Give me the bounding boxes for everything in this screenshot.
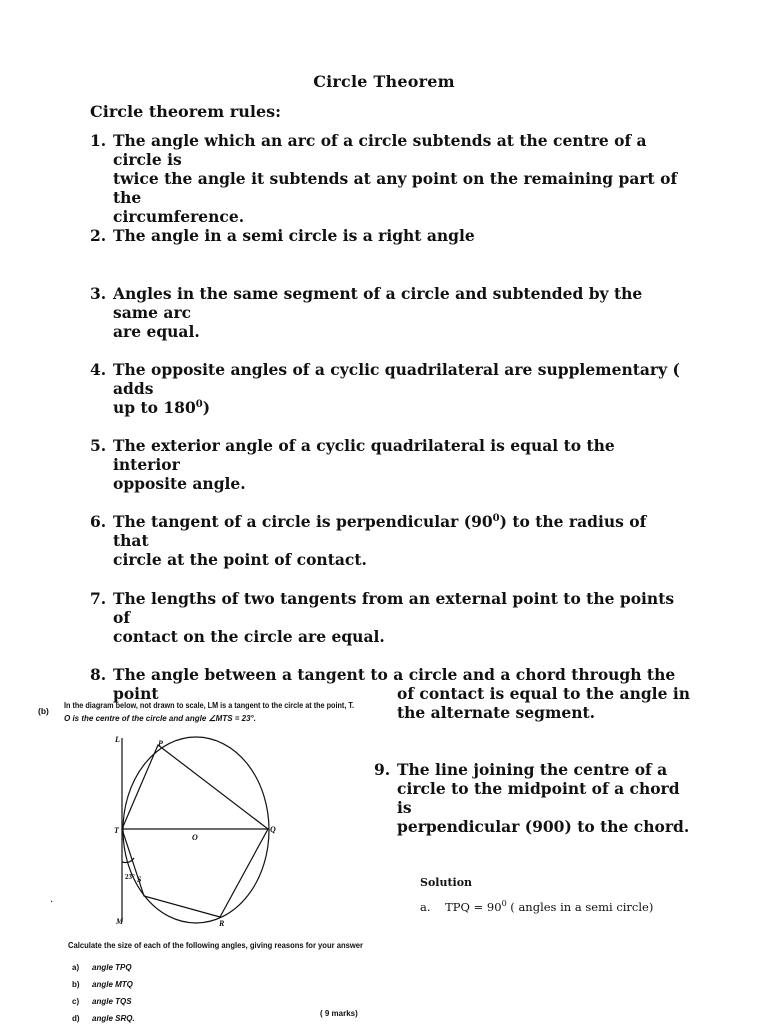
rule-line: up to $180^0$) xyxy=(113,398,211,417)
rule-line: circle to the midpoint of a chord is xyxy=(397,779,680,817)
item-letter: a) xyxy=(72,963,80,972)
rule-number: 5. xyxy=(90,436,107,455)
point-label-t: T xyxy=(114,826,119,835)
rule-number: 9. xyxy=(374,760,391,779)
rule-line: of contact is equal to the angle in xyxy=(397,684,690,703)
point-label-p: P xyxy=(158,739,163,748)
solution-answer-a: a. TPQ = $90^0$ ( angles in a semi circle) xyxy=(420,899,654,914)
rule-number: 4. xyxy=(90,360,107,379)
point-label-m: M xyxy=(116,917,124,926)
rule-number: 7. xyxy=(90,589,107,608)
rule-line: The lengths of two tangents from an external point to the points of xyxy=(113,589,675,627)
rule-line: The angle which an arc of a circle subtends at the centre of a circle is xyxy=(113,131,647,169)
chord-pentagon xyxy=(122,745,268,917)
item-letter: d) xyxy=(72,1014,80,1023)
rule-line: the alternate segment. xyxy=(397,703,596,722)
rule-number: 2. xyxy=(90,226,107,245)
diagram-intro-line1: In the diagram below, not drawn to scale, LM is a tangent to the circle at the point, T. xyxy=(64,701,354,710)
point-label-s: S xyxy=(137,875,142,884)
marks-label: ( 9 marks) xyxy=(320,1009,358,1018)
solution-label: Solution xyxy=(420,876,473,889)
rule-number: 1. xyxy=(90,131,107,150)
circle-shape xyxy=(123,737,269,923)
item-text: angle TPQ xyxy=(92,963,132,972)
rule-line: The exterior angle of a cyclic quadrilateral is equal to the interior xyxy=(113,436,615,474)
rule-line: The angle between a tangent to a circle and a chord through the point xyxy=(113,665,676,703)
rule-number: 3. xyxy=(90,284,107,303)
diagram-question: Calculate the size of each of the following angles, giving reasons for your answer xyxy=(68,941,363,950)
rule-line: The angle in a semi circle is a right angle xyxy=(113,226,475,245)
item-text: angle SRQ. xyxy=(92,1014,135,1023)
diagram-part-label: (b) xyxy=(38,706,49,716)
diagram-intro-line2: O is the centre of the circle and angle ∠MTS = 23°. xyxy=(64,714,256,723)
point-label-o: O xyxy=(192,833,198,842)
rule-number: 6. xyxy=(90,512,107,531)
item-letter: c) xyxy=(72,997,80,1006)
point-label-r: R xyxy=(219,919,225,928)
rule-number: 8. xyxy=(90,665,107,684)
rule-line: opposite angle. xyxy=(113,474,246,493)
rule-line: circumference. xyxy=(113,207,245,226)
rule-line: Angles in the same segment of a circle and subtended by the same arc xyxy=(113,284,643,322)
rule-8-continuation xyxy=(397,684,717,722)
item-text: angle TQS xyxy=(92,997,132,1006)
angle-label: 23° xyxy=(125,873,135,881)
rule-line: circle at the point of contact. xyxy=(113,550,367,569)
item-text: angle MTQ xyxy=(92,980,133,989)
rule-line: contact on the circle are equal. xyxy=(113,627,385,646)
exam-question-diagram xyxy=(30,690,375,1024)
point-label-q: Q xyxy=(270,825,276,834)
rule-line: twice the angle it subtends at any point on the remaining part of the xyxy=(113,169,678,207)
rule-line: The opposite angles of a cyclic quadrilateral are supplementary ( adds xyxy=(113,360,680,398)
page-title: Circle Theorem xyxy=(313,72,455,91)
item-letter: b) xyxy=(72,980,80,989)
stray-mark: · xyxy=(50,897,54,908)
section-heading: Circle theorem rules: xyxy=(90,102,282,121)
point-label-l: L xyxy=(115,735,120,744)
rule-line: The tangent of a circle is perpendicular $(90^0)$ to the radius of that xyxy=(113,512,647,550)
rule-line: perpendicular (900) to the chord. xyxy=(397,817,690,836)
rule-line: are equal. xyxy=(113,322,200,341)
rule-line: The line joining the centre of a xyxy=(397,760,668,779)
